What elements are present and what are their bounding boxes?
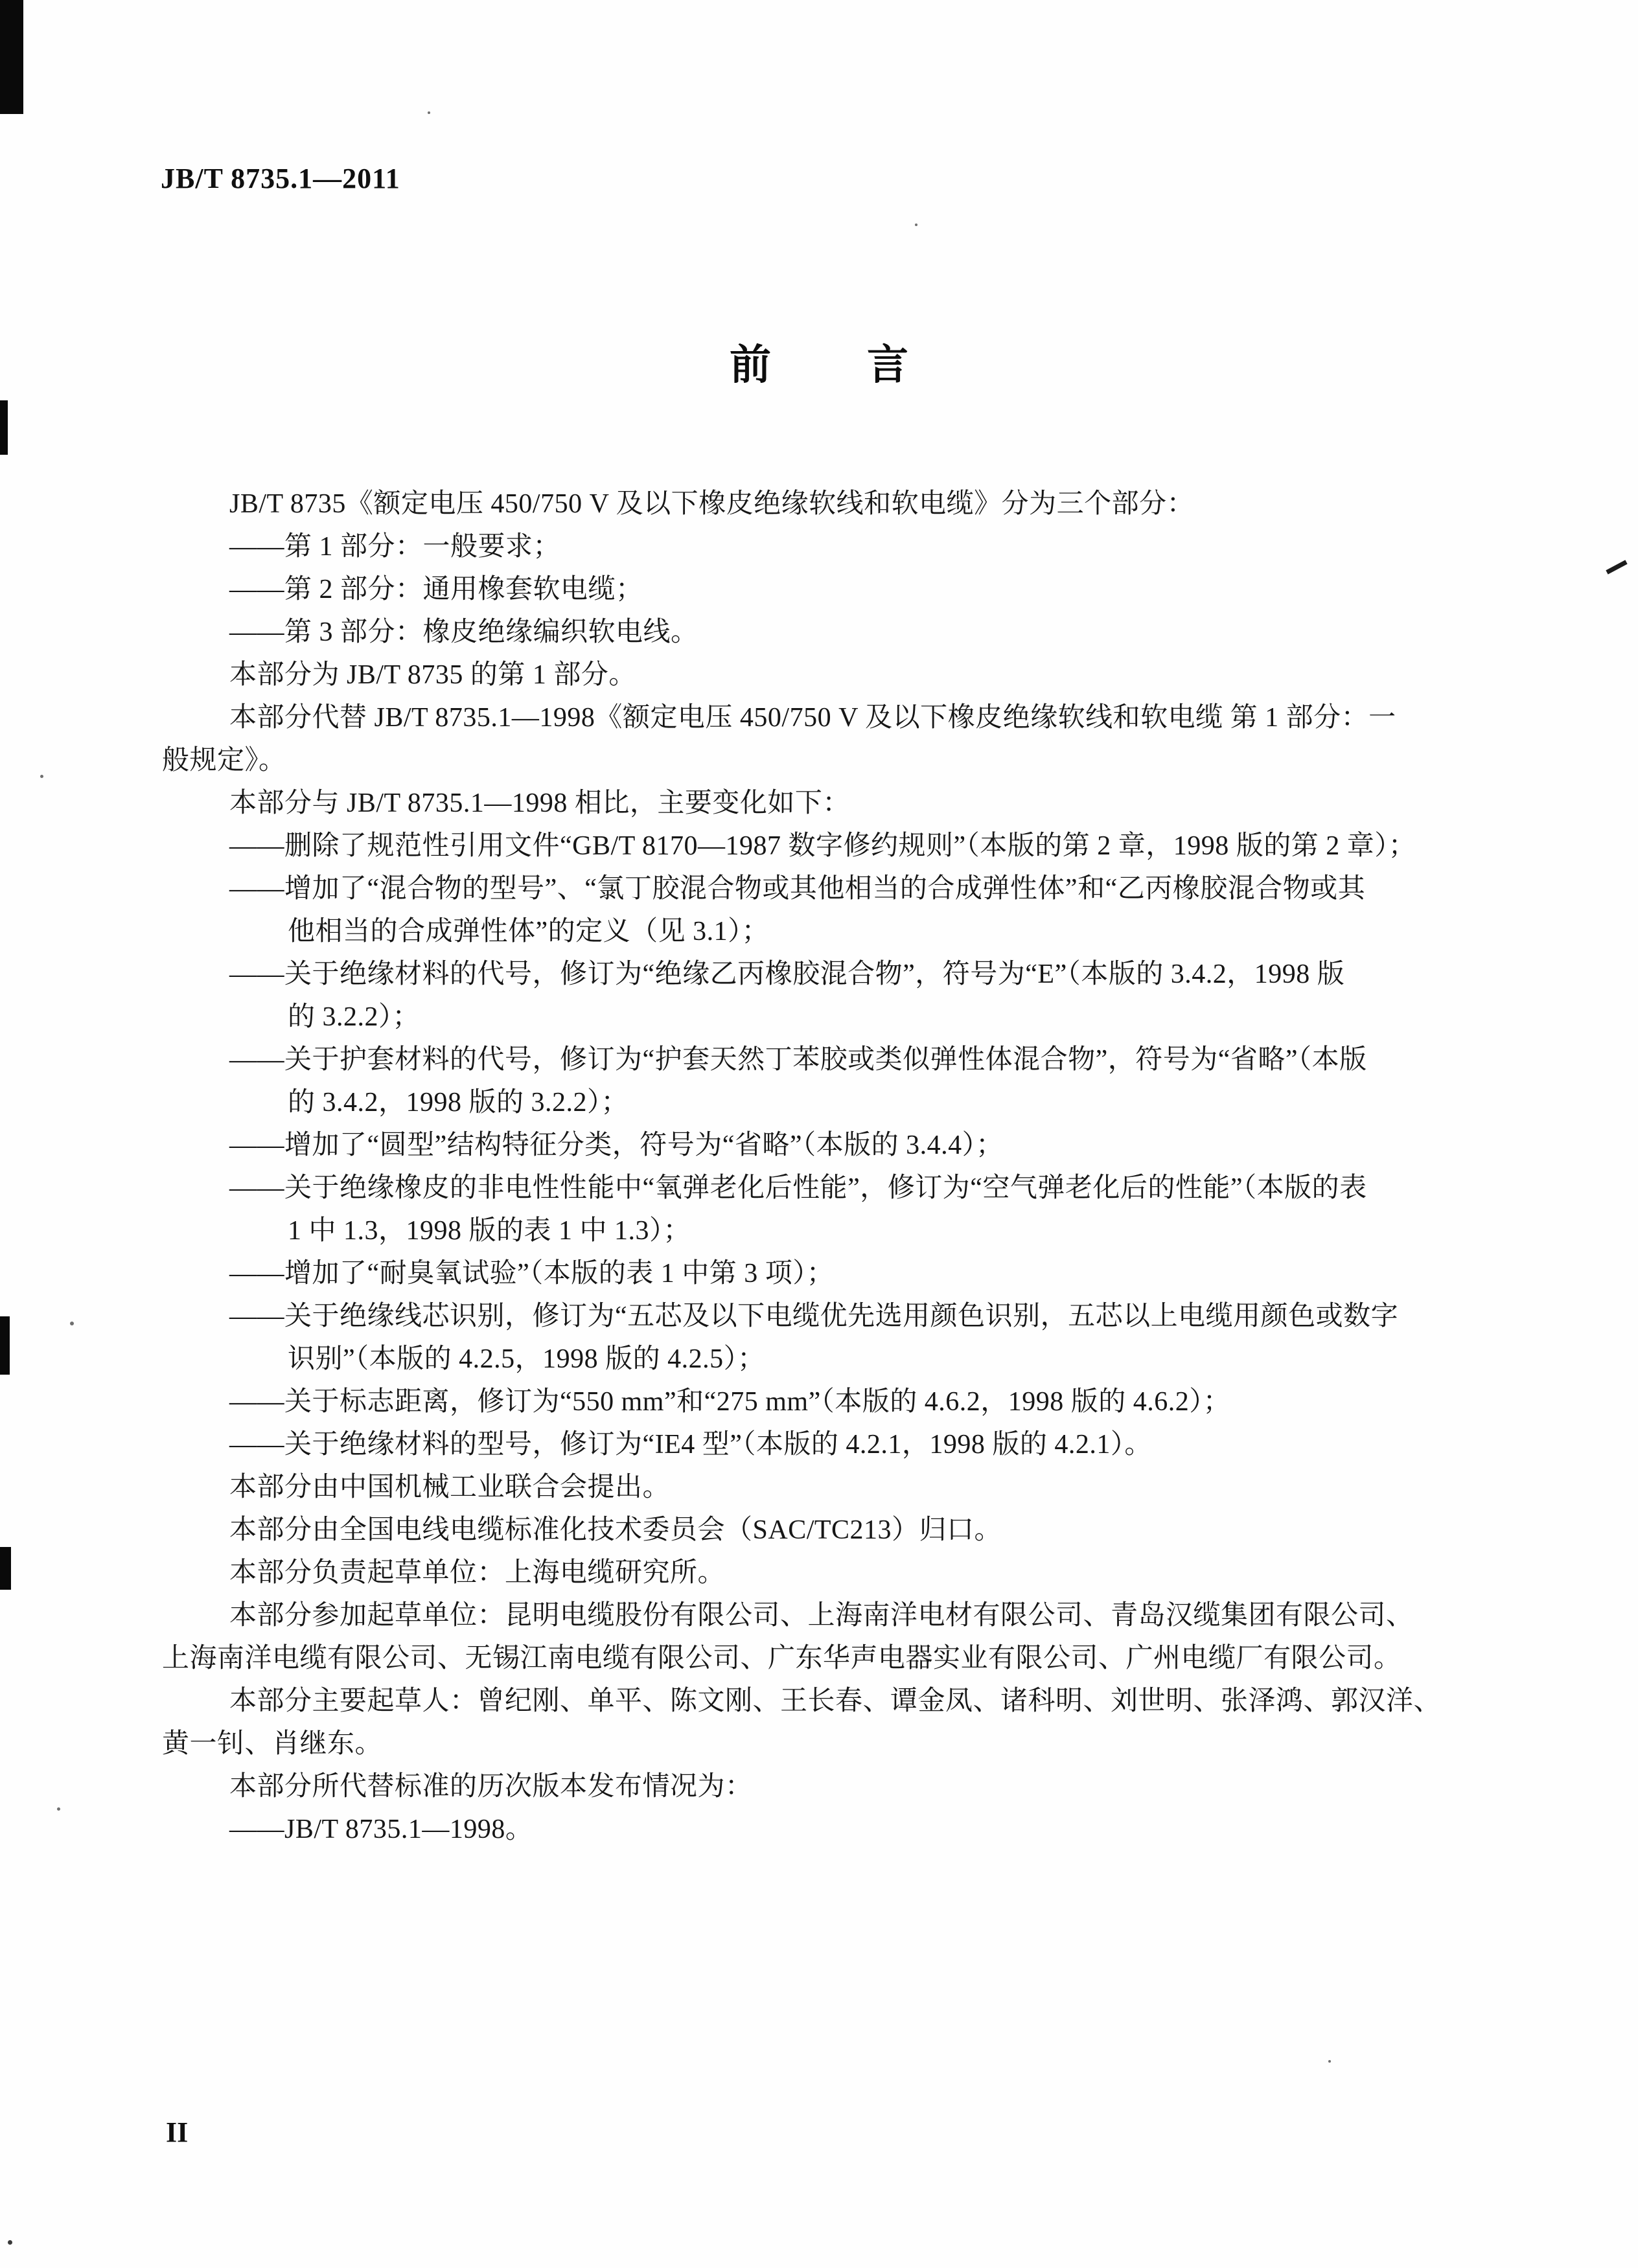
text-line: 本部分主要起草人：曾纪刚、单平、陈文刚、王长春、谭金凤、诸科明、刘世明、张泽鸿、郭汉洋、 bbox=[229, 1686, 1442, 1716]
text-line: 的 3.2.2）； bbox=[288, 1002, 421, 1032]
page-number: II bbox=[166, 2116, 189, 2148]
scan-artifact-right-tick bbox=[1606, 560, 1627, 574]
text-line: JB/T 8735《额定电压 450/750 V 及以下橡皮绝缘软线和软电缆》分为三个部分： bbox=[229, 489, 1195, 519]
text-line: ——第 3 部分：橡皮绝缘编织软电线。 bbox=[229, 617, 698, 647]
text-line: ——增加了“混合物的型号”、“氯丁胶混合物或其他相当的合成弹性体”和“乙丙橡胶混合物或其 bbox=[229, 874, 1366, 904]
scan-artifact-left-edge bbox=[0, 1316, 10, 1375]
scan-artifact-left-edge bbox=[0, 1547, 11, 1590]
text-line: 黄一钊、肖继东。 bbox=[162, 1729, 383, 1759]
scan-artifact-left-edge bbox=[0, 400, 8, 455]
text-line: 本部分负责起草单位：上海电缆研究所。 bbox=[229, 1558, 726, 1588]
text-line: ——第 2 部分：通用橡套软电缆； bbox=[229, 575, 643, 604]
text-line: 本部分所代替标准的历次版本发布情况为： bbox=[229, 1772, 753, 1802]
text-line: 本部分与 JB/T 8735.1—1998 相比，主要变化如下： bbox=[229, 788, 850, 818]
standard-code: JB/T 8735.1—2011 bbox=[161, 163, 400, 194]
text-line: ——增加了“耐臭氧试验”（本版的表 1 中第 3 项）； bbox=[229, 1259, 835, 1289]
text-line: 的 3.4.2，1998 版的 3.2.2）； bbox=[288, 1088, 629, 1117]
text-line: ——删除了规范性引用文件“GB/T 8170—1987 数字修约规则”（本版的第 2 章，1998 版的第 2 章）； bbox=[229, 831, 1416, 861]
title-char-qian: 前 bbox=[730, 342, 771, 388]
scan-speck bbox=[1328, 2060, 1331, 2063]
page-title bbox=[0, 332, 1638, 391]
scan-artifact-top-left bbox=[0, 0, 23, 114]
text-line: ——关于标志距离，修订为“550 mm”和“275 mm”（本版的 4.6.2，1998 版的 4.6.2）； bbox=[229, 1387, 1231, 1417]
text-line: 1 中 1.3，1998 版的表 1 中 1.3）； bbox=[288, 1216, 691, 1246]
text-line: ——关于绝缘材料的代号，修订为“绝缘乙丙橡胶混合物”，符号为“E”（本版的 3.4.2，1998 版 bbox=[229, 959, 1345, 989]
title-char-yan: 言 bbox=[867, 342, 908, 388]
scan-speck bbox=[915, 223, 917, 226]
text-line: ——关于绝缘线芯识别，修订为“五芯及以下电缆优先选用颜色识别，五芯以上电缆用颜色或数字 bbox=[229, 1301, 1399, 1331]
scan-speck bbox=[70, 1322, 74, 1325]
text-line: ——第 1 部分：一般要求； bbox=[229, 532, 561, 562]
scan-speck bbox=[40, 775, 43, 778]
text-line: 他相当的合成弹性体”的定义（见 3.1）； bbox=[288, 917, 770, 946]
text-line: 本部分由中国机械工业联合会提出。 bbox=[229, 1472, 671, 1502]
scan-speck bbox=[57, 1807, 60, 1811]
text-line: 本部分为 JB/T 8735 的第 1 部分。 bbox=[229, 660, 636, 690]
text-line: 识别”（本版的 4.2.5，1998 版的 4.2.5）； bbox=[288, 1344, 765, 1374]
text-line: 般规定》。 bbox=[162, 746, 286, 775]
text-line: 本部分由全国电线电缆标准化技术委员会（SAC/TC213）归口。 bbox=[229, 1515, 1002, 1545]
text-line: 本部分代替 JB/T 8735.1—1998《额定电压 450/750 V 及以下橡皮绝缘软线和软电缆 第 1 部分：一 bbox=[229, 703, 1396, 733]
text-line: ——关于护套材料的代号，修订为“护套天然丁苯胶或类似弹性体混合物”，符号为“省略”（本版 bbox=[229, 1045, 1367, 1075]
text-line: ——关于绝缘材料的型号，修订为“IE4 型”（本版的 4.2.1，1998 版的 4.2.1）。 bbox=[229, 1430, 1152, 1460]
foreword-body bbox=[162, 483, 1488, 1851]
text-line: ——JB/T 8735.1—1998。 bbox=[229, 1815, 533, 1844]
text-line: 上海南洋电缆有限公司、无锡江南电缆有限公司、广东华声电器实业有限公司、广州电缆厂有限公司。 bbox=[162, 1644, 1402, 1673]
text-line: ——增加了“圆型”结构特征分类，符号为“省略”（本版的 3.4.4）； bbox=[229, 1130, 1004, 1160]
scan-speck bbox=[8, 2240, 12, 2245]
text-line: 本部分参加起草单位：昆明电缆股份有限公司、上海南洋电材有限公司、青岛汉缆集团有限公司、 bbox=[229, 1601, 1414, 1631]
scan-speck bbox=[428, 111, 430, 114]
text-line: ——关于绝缘橡皮的非电性性能中“氧弹老化后性能”，修订为“空气弹老化后的性能”（本版的表 bbox=[229, 1173, 1367, 1203]
